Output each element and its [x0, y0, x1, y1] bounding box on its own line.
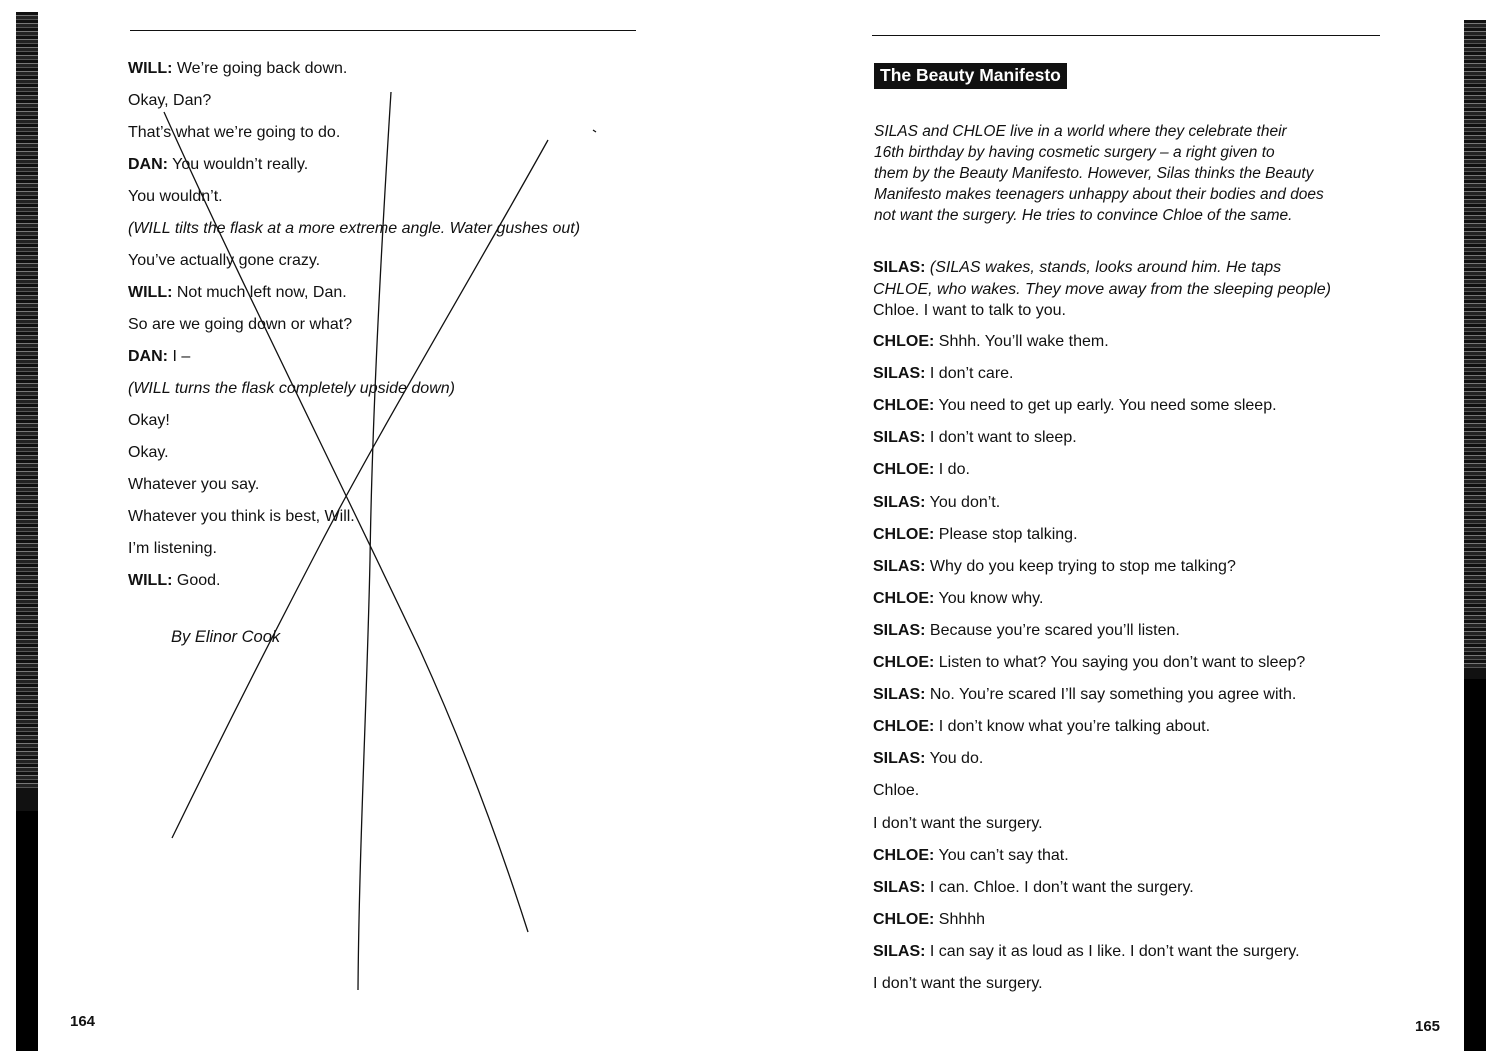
speaker-label: CHLOE:	[873, 718, 935, 736]
script-line	[873, 975, 1043, 993]
line-text: Good.	[172, 572, 221, 589]
line-text: I don’t know what you’re talking about.	[934, 718, 1211, 736]
line-text: You know why.	[934, 589, 1044, 607]
line-text: Okay!	[128, 412, 170, 429]
speaker-label: SILAS:	[873, 557, 926, 575]
line-text: No. You’re scared I’ll say something you agree with.	[925, 686, 1297, 704]
line-text: You need to get up early. You need some sleep.	[934, 397, 1277, 415]
speaker-label: SILAS:	[873, 621, 926, 639]
speaker-label: SILAS:	[873, 493, 926, 511]
line-text: Chloe.	[873, 782, 920, 800]
speaker-label: WILL:	[128, 60, 173, 77]
line-text: (WILL tilts the flask at a more extreme angle. Water gushes out)	[128, 220, 581, 237]
speaker-label: CHLOE:	[873, 846, 935, 864]
speaker-label: WILL:	[128, 572, 173, 589]
script-line	[873, 461, 970, 479]
script-line	[873, 526, 1078, 544]
line-text: I can say it as loud as I like. I don’t want the surgery.	[925, 942, 1300, 960]
script-line	[873, 750, 983, 768]
page-number-right: 165	[1415, 1018, 1441, 1035]
crossout-stroke	[593, 130, 596, 132]
line-text: We’re going back down.	[172, 60, 348, 77]
speaker-label: CHLOE:	[873, 461, 935, 479]
line-text: I don’t want to sleep.	[925, 429, 1077, 447]
line-text: You wouldn’t really.	[168, 156, 309, 173]
script-line	[873, 879, 1194, 897]
line-text: Okay, Dan?	[128, 92, 212, 109]
script-line	[873, 847, 1069, 865]
speaker-label: SILAS:	[873, 686, 926, 704]
line-text: Listen to what? You saying you don’t want to sleep?	[934, 654, 1306, 671]
intro-paragraph	[874, 121, 1394, 226]
line-text: I –	[168, 348, 191, 365]
line-text: I don’t want the surgery.	[873, 814, 1043, 832]
line-text: Okay.	[128, 444, 169, 461]
intro-line: Manifesto makes teenagers unhappy about their bodies and does	[874, 186, 1324, 203]
byline: By Elinor Cook	[171, 628, 281, 646]
speaker-label: SILAS:	[873, 259, 926, 276]
script-line: Chloe. I want to talk to you.	[873, 302, 1066, 319]
script-line	[873, 718, 1210, 736]
line-text: Shhhh	[934, 910, 986, 928]
script-line	[873, 494, 1000, 512]
page-number-left: 164	[70, 1013, 96, 1030]
line-text: So are we going down or what?	[128, 316, 353, 333]
line-text: I don’t care.	[925, 365, 1014, 383]
speaker-label: CHLOE:	[873, 654, 935, 671]
stage-direction: (SILAS wakes, stands, looks around him. He taps	[925, 259, 1282, 276]
script-line	[873, 259, 1281, 277]
script-line	[873, 686, 1296, 704]
script-line	[873, 815, 1043, 833]
script-line	[873, 782, 919, 800]
speaker-label: SILAS:	[873, 878, 926, 896]
crossout-stroke	[172, 140, 548, 838]
line-text: I do.	[934, 461, 970, 479]
line-text: I can. Chloe. I don’t want the surgery.	[925, 878, 1194, 896]
speaker-label: SILAS:	[873, 750, 926, 768]
line-text: That’s what we’re going to do.	[128, 124, 341, 141]
speaker-label: CHLOE:	[873, 589, 935, 607]
script-line	[873, 333, 1109, 351]
intro-line: SILAS and CHLOE live in a world where they celebrate their	[874, 123, 1287, 140]
speaker-label: CHLOE:	[873, 333, 935, 350]
line-text: You wouldn’t.	[128, 188, 223, 205]
script-line	[873, 622, 1180, 640]
stage-direction: CHLOE, who wakes. They move away from the sleeping people)	[873, 281, 1331, 298]
speaker-label: CHLOE:	[873, 910, 935, 928]
line-text: Because you’re scared you’ll listen.	[925, 621, 1180, 639]
line-text: Not much left now, Dan.	[172, 284, 347, 301]
line-text: Why do you keep trying to stop me talking?	[925, 557, 1236, 575]
line-text: You’ve actually gone crazy.	[128, 252, 321, 269]
speaker-label: SILAS:	[873, 429, 926, 447]
intro-line: them by the Beauty Manifesto. However, Silas thinks the Beauty	[874, 165, 1314, 182]
line-text: Please stop talking.	[934, 525, 1078, 543]
line-text: You don’t.	[925, 493, 1001, 511]
script-line	[873, 429, 1077, 447]
script-line	[873, 654, 1305, 672]
line-text: Whatever you think is best, Will.	[128, 508, 355, 525]
speaker-label: DAN:	[128, 348, 168, 365]
script-line	[873, 558, 1236, 576]
script-line	[873, 590, 1043, 608]
speaker-label: DAN:	[128, 156, 168, 173]
line-text: You can’t say that.	[934, 846, 1069, 864]
speaker-label: SILAS:	[873, 365, 926, 383]
line-text: I don’t want the surgery.	[873, 975, 1043, 992]
script-line	[873, 911, 985, 929]
line-text: I’m listening.	[128, 540, 217, 557]
speaker-label: WILL:	[128, 284, 173, 301]
intro-line: not want the surgery. He tries to convince Chloe of the same.	[874, 207, 1293, 224]
crossout-stroke	[358, 92, 391, 990]
script-line	[873, 397, 1277, 415]
intro-line: 16th birthday by having cosmetic surgery – a right given to	[874, 144, 1275, 161]
page-title: The Beauty Manifesto	[874, 63, 1067, 89]
script-line	[873, 943, 1300, 961]
speaker-label: SILAS:	[873, 942, 926, 960]
line-text: (WILL turns the flask completely upside down)	[128, 380, 455, 397]
line-text: Whatever you say.	[128, 476, 260, 493]
crossout-stroke	[164, 112, 528, 932]
line-text: Shhh. You’ll wake them.	[934, 333, 1109, 350]
script-line	[873, 365, 1014, 383]
line-text: You do.	[925, 750, 984, 768]
speaker-label: CHLOE:	[873, 397, 935, 415]
speaker-label: CHLOE:	[873, 525, 935, 543]
